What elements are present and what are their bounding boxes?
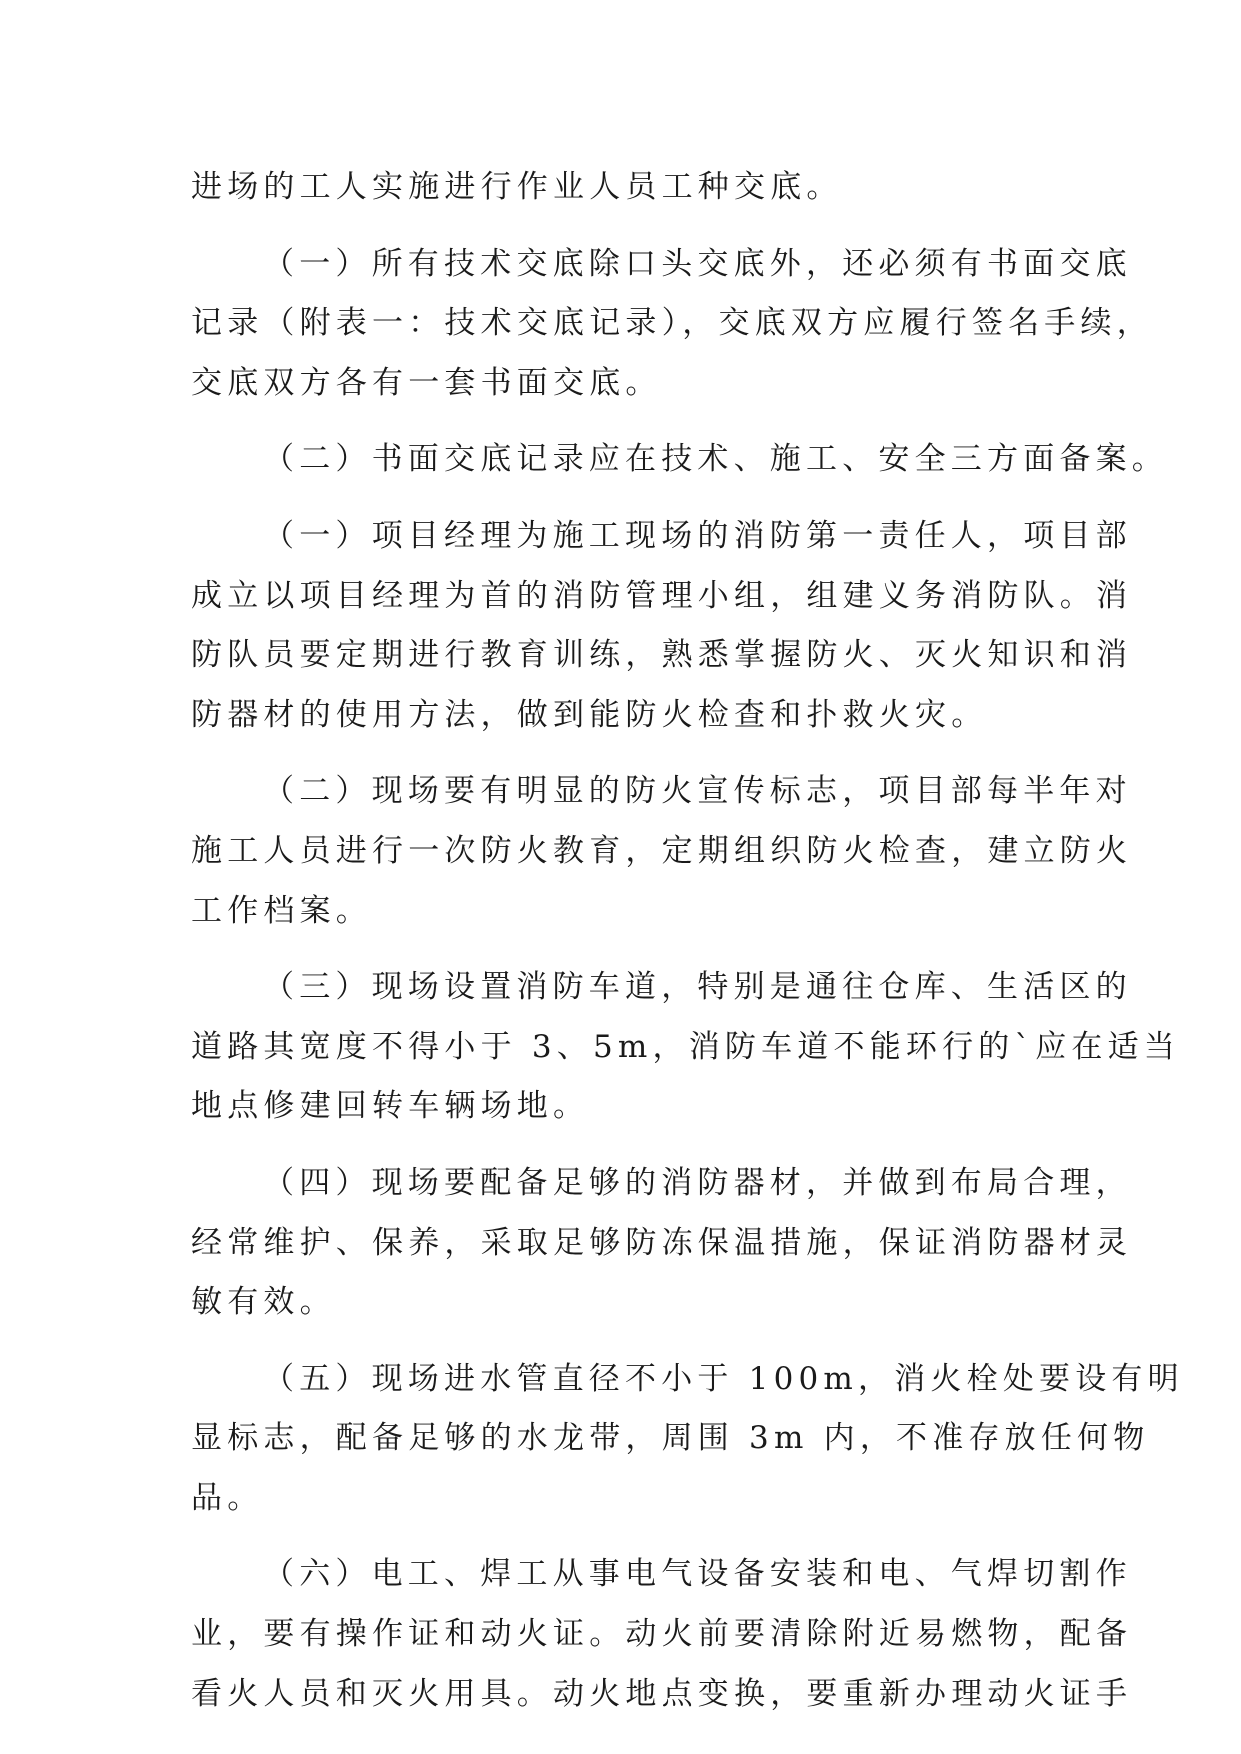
text-line: 施工人员进行一次防火教育，定期组织防火检查，建立防火 — [191, 832, 1133, 869]
paragraph-fire-lane — [191, 958, 1180, 1137]
text-line: （六）电工、焊工从事电气设备安装和电、气焊切割作 — [263, 1556, 1132, 1593]
text-line: 地点修建回转车辆场地。 — [191, 1088, 590, 1125]
text-line: 看火人员和灭火用具。动火地点变换，要重新办理动火证手 — [191, 1675, 1133, 1712]
text-line: 进场的工人实施进行作业人员工种交底。 — [191, 169, 843, 205]
paragraph-continuation — [191, 158, 1071, 218]
paragraph-fire-equipment — [191, 1154, 1133, 1333]
document-body — [191, 158, 1184, 1724]
text-line: 记录（附表一：技术交底记录），交底双方应履行签名手续， — [191, 305, 1153, 342]
text-line: 防队员要定期进行教育训练，熟悉掌握防火、灭火知识和消 — [191, 637, 1133, 674]
text-line: 业，要有操作证和动火证。动火前要清除附近易燃物，配备 — [191, 1616, 1133, 1653]
text-line: （三）现场设置消防车道，特别是通往仓库、生活区的 — [263, 969, 1132, 1006]
text-line: 成立以项目经理为首的消防管理小组，组建义务消防队。消 — [191, 577, 1133, 614]
text-line: 显标志，配备足够的水龙带，周围 3m 内，不准存放任何物 — [191, 1420, 1150, 1457]
text-line: （一）项目经理为施工现场的消防第一责任人，项目部 — [263, 517, 1132, 554]
text-line: 防器材的使用方法，做到能防火检查和扑救火灾。 — [191, 696, 988, 733]
text-line: 工作档案。 — [191, 892, 372, 929]
text-line: （二）书面交底记录应在技术、施工、安全三方面备案。 — [263, 441, 1168, 478]
text-line: 品。 — [191, 1479, 264, 1516]
text-line: 敏有效。 — [191, 1284, 336, 1321]
text-line: （五）现场进水管直径不小于 100m，消火栓处要设有明 — [263, 1360, 1184, 1397]
paragraph-fire-signage — [191, 762, 1133, 941]
text-line: （二）现场要有明显的防火宣传标志，项目部每半年对 — [263, 773, 1132, 810]
text-line: 道路其宽度不得小于 3、5m，消防车道不能环行的`应在适当 — [191, 1028, 1180, 1065]
paragraph-written-disclosure — [191, 235, 1153, 414]
paragraph-water-pipe — [191, 1350, 1184, 1529]
text-line: （一）所有技术交底除口头交底外，还必须有书面交底 — [263, 245, 1132, 282]
text-line: （四）现场要配备足够的消防器材，并做到布局合理， — [263, 1164, 1132, 1201]
text-line: 经常维护、保养，采取足够防冻保温措施，保证消防器材灵 — [191, 1224, 1133, 1261]
paragraph-fire-responsibility — [191, 507, 1133, 745]
paragraph-record-filing — [191, 430, 1168, 490]
text-line: 交底双方各有一套书面交底。 — [191, 364, 662, 401]
paragraph-hot-work — [191, 1545, 1133, 1724]
